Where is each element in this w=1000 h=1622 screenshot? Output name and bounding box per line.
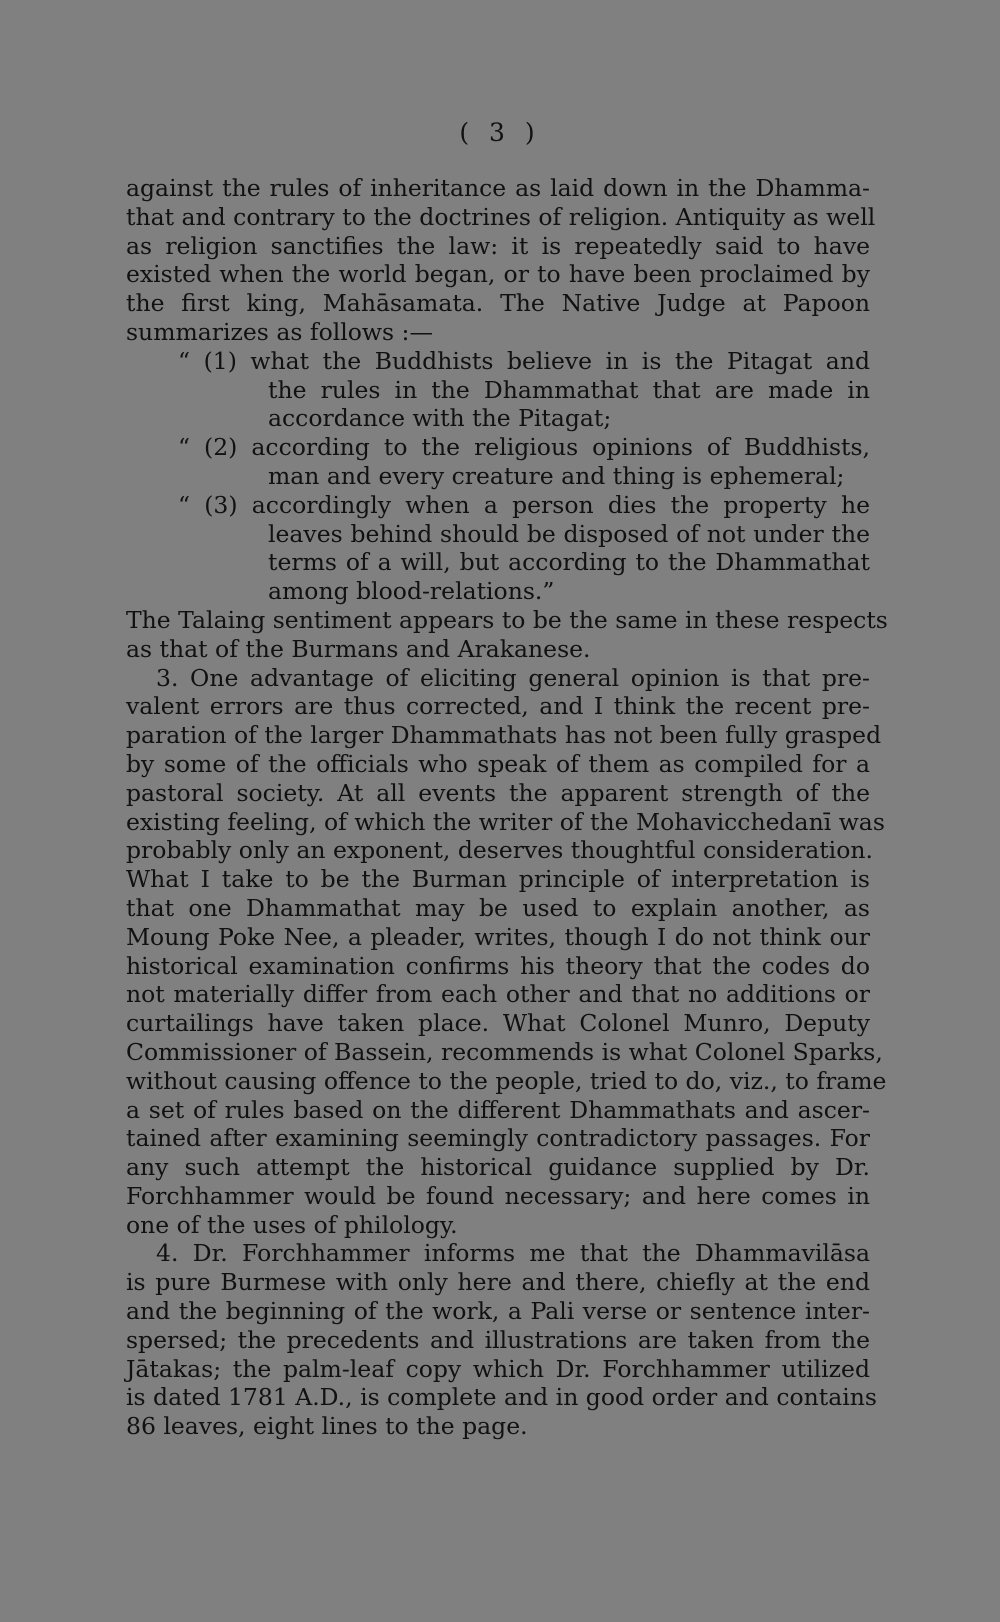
text-line: curtailings have taken place. What Colonel Munro, Deputy	[126, 1009, 870, 1038]
text-line: Jātakas; the palm-leaf copy which Dr. Forchhammer utilized	[126, 1354, 870, 1383]
text-line: Commissioner of Bassein, recommends is what Colonel Sparks,	[126, 1037, 883, 1066]
text-line: spersed; the precedents and illustrations are taken from the	[126, 1325, 870, 1354]
text-line: paration of the larger Dhammathats has not been fully grasped	[126, 721, 882, 750]
quote-item-3: “ (3) accordingly when a person dies the property he	[178, 490, 870, 519]
text-line: tained after examining seemingly contradictory passages. For	[126, 1124, 870, 1153]
text-line: as religion sanctifies the law: it is repeatedly said to have	[126, 231, 870, 260]
text-line: a set of rules based on the different Dhammathats and ascer-	[126, 1095, 870, 1124]
page-number: ( 3 )	[459, 118, 541, 147]
quote-item-2-cont: man and every creature and thing is ephemeral;	[268, 461, 845, 490]
quote-item-3-cont: among blood-relations.”	[268, 577, 555, 606]
body-text	[126, 174, 888, 1441]
text-line: that one Dhammathat may be used to explain another, as	[126, 893, 870, 922]
text-line: historical examination confirms his theory that the codes do	[126, 951, 870, 980]
quote-item-3-cont: leaves behind should be disposed of not under the	[268, 519, 870, 548]
text-line: without causing offence to the people, tried to do, viz., to frame	[126, 1066, 887, 1095]
text-line: by some of the officials who speak of them as compiled for a	[126, 749, 870, 778]
quote-item-2: “ (2) according to the religious opinions of Buddhists,	[178, 433, 870, 462]
text-line: against the rules of inheritance as laid down in the Dhamma-	[126, 174, 870, 202]
text-line: the first king, Mahāsamata. The Native Judge at Papoon	[126, 289, 870, 318]
text-line: as that of the Burmans and Arakanese.	[126, 634, 591, 663]
text-line: valent errors are thus corrected, and I think the recent pre-	[126, 692, 870, 721]
text-line: probably only an exponent, deserves thoughtful consideration.	[126, 836, 873, 865]
text-line: pastoral society. At all events the apparent strength of the	[126, 778, 870, 807]
paragraph-4-start: 4. Dr. Forchhammer informs me that the Dhammavilāsa	[156, 1239, 870, 1268]
paragraph-3-start: 3. One advantage of eliciting general opinion is that pre-	[156, 663, 870, 692]
text-line: What I take to be the Burman principle of interpretation is	[126, 865, 870, 894]
text-line: is dated 1781 A.D., is complete and in good order and contains	[126, 1383, 877, 1412]
quote-item-1: “ (1) what the Buddhists believe in is the Pitagat and	[178, 346, 870, 375]
text-line: is pure Burmese with only here and there, chiefly at the end	[126, 1268, 870, 1297]
text-line: one of the uses of philology.	[126, 1210, 458, 1239]
quote-item-3-cont: terms of a will, but according to the Dhammathat	[268, 548, 870, 577]
quote-item-1-cont: accordance with the Pitagat;	[268, 404, 612, 433]
text-line: any such attempt the historical guidance supplied by Dr.	[126, 1153, 870, 1182]
text-line: Forchhammer would be found necessary; and here comes in	[126, 1181, 870, 1210]
text-line: existed when the world began, or to have been proclaimed by	[126, 260, 870, 289]
text-line: not materially differ from each other and that no additions or	[126, 980, 870, 1009]
text-line: 86 leaves, eight lines to the page.	[126, 1412, 528, 1441]
text-line: that and contrary to the doctrines of religion. Antiquity as well	[126, 202, 876, 231]
text-line: Moung Poke Nee, a pleader, writes, though I do not think our	[126, 922, 870, 951]
text-line: summarizes as follows :—	[126, 317, 433, 346]
quote-item-1-cont: the rules in the Dhammathat that are made in	[268, 375, 870, 404]
text-line: existing feeling, of which the writer of the Mohavicchedanī was	[126, 807, 885, 836]
text-line: The Talaing sentiment appears to be the same in these respects	[126, 605, 888, 634]
text-line: and the beginning of the work, a Pali verse or sentence inter-	[126, 1297, 870, 1326]
